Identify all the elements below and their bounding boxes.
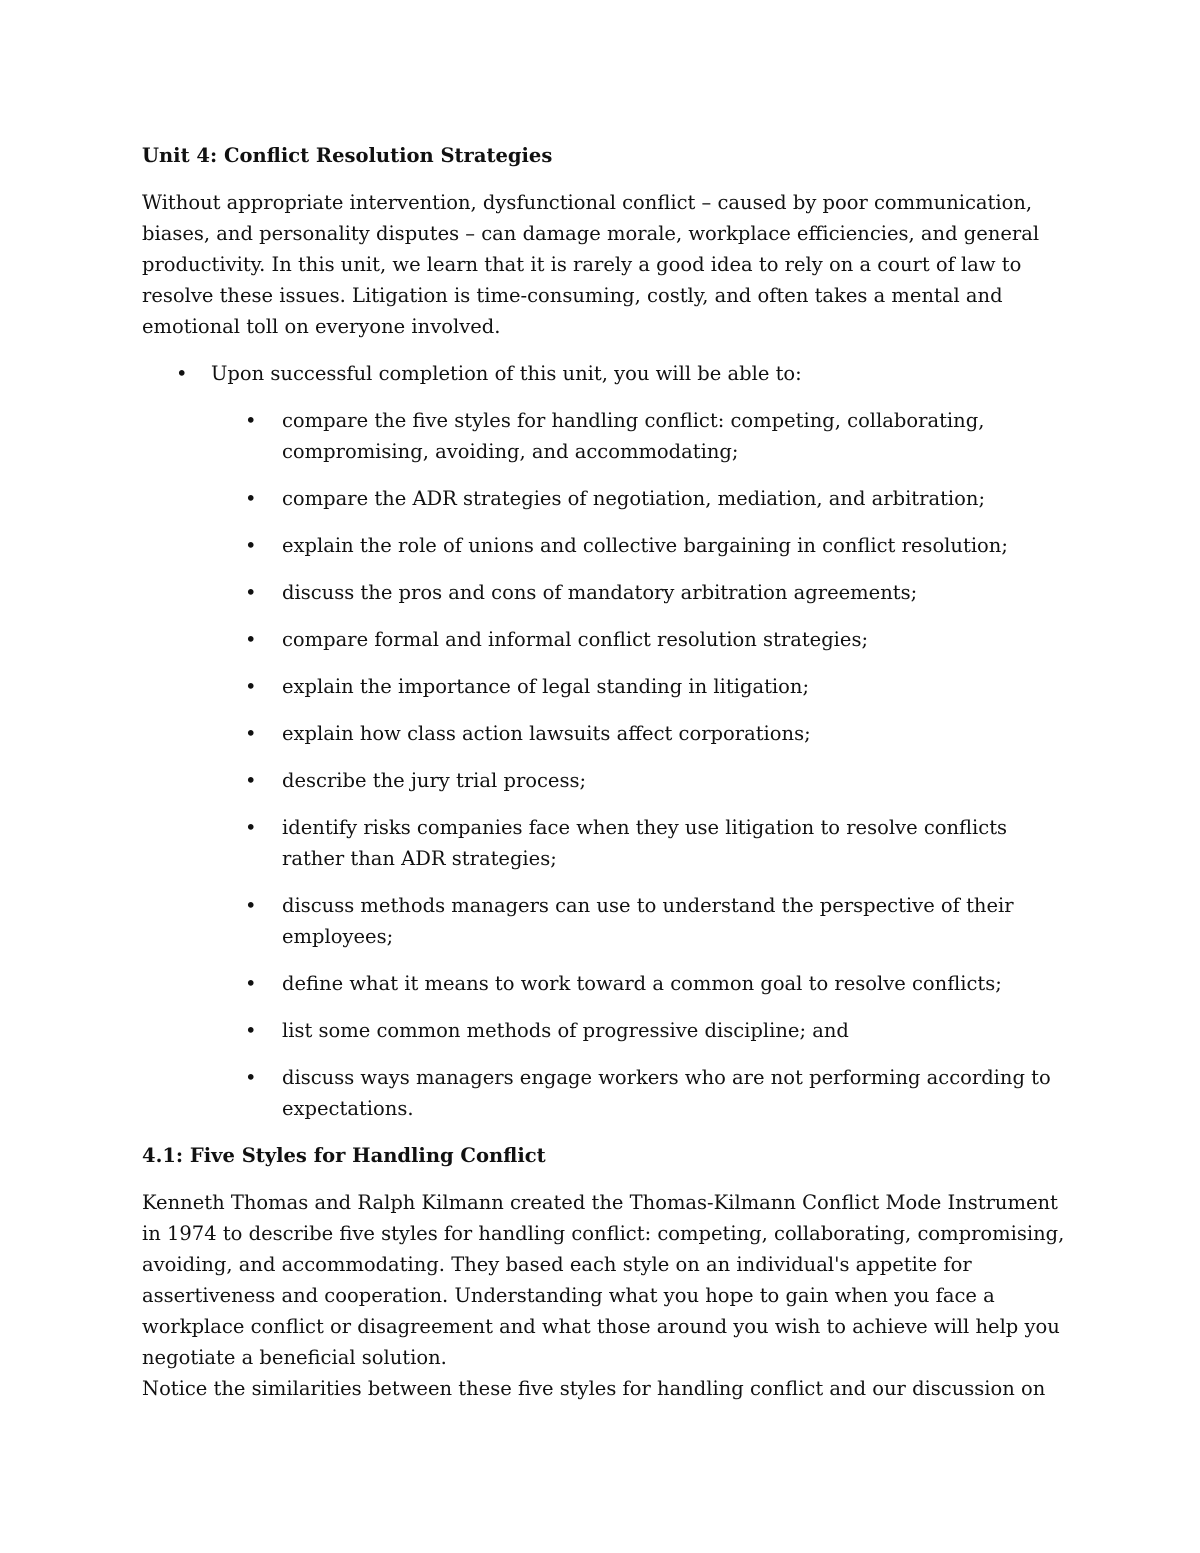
bullet-icon: •: [245, 675, 257, 698]
list-item-text: explain the role of unions and collective bargaining in conflict resolution;: [282, 534, 1008, 557]
section-heading: 4.1: Five Styles for Handling Conflict: [142, 1144, 546, 1167]
list-item: [211, 483, 1067, 514]
list-item-text: identify risks companies face when they use litigation to resolve conflicts rather than ADR strategies;: [282, 816, 1008, 870]
list-item: [211, 718, 1067, 749]
objectives-lead-item: [142, 358, 1067, 1124]
list-item: [211, 530, 1067, 561]
list-item: [211, 812, 1067, 874]
list-item: [211, 890, 1067, 952]
list-item-text: compare the five styles for handling conflict: competing, collaborating, compromising, avoiding, and accommodating;: [282, 409, 985, 463]
list-item: [211, 765, 1067, 796]
list-item-text: compare formal and informal conflict resolution strategies;: [282, 628, 869, 651]
page-title: Unit 4: Conflict Resolution Strategies: [142, 144, 553, 167]
bullet-icon: •: [176, 362, 188, 385]
list-item-text: define what it means to work toward a common goal to resolve conflicts;: [282, 972, 1002, 995]
list-item-text: compare the ADR strategies of negotiation, mediation, and arbitration;: [282, 487, 986, 510]
bullet-icon: •: [245, 534, 257, 557]
bullet-icon: •: [245, 487, 257, 510]
bullet-icon: •: [245, 769, 257, 792]
list-item-text: explain the importance of legal standing in litigation;: [282, 675, 810, 698]
list-item-text: describe the jury trial process;: [282, 769, 587, 792]
bullet-icon: •: [245, 722, 257, 745]
bullet-icon: •: [245, 816, 257, 839]
list-item: [211, 1015, 1067, 1046]
bullet-icon: •: [245, 1019, 257, 1042]
bullet-icon: •: [245, 628, 257, 651]
document-body: [142, 140, 1067, 1404]
list-item: [211, 968, 1067, 999]
list-item: [211, 671, 1067, 702]
objectives-lead-text: Upon successful completion of this unit, you will be able to:: [211, 362, 802, 385]
list-item: [211, 405, 1067, 467]
objectives-outer-list: [142, 358, 1067, 1124]
list-item: [211, 1062, 1067, 1124]
bullet-icon: •: [245, 894, 257, 917]
list-item-text: discuss methods managers can use to understand the perspective of their employees;: [282, 894, 1014, 948]
list-item: [211, 577, 1067, 608]
bullet-icon: •: [245, 1066, 257, 1089]
bullet-icon: •: [245, 409, 257, 432]
bullet-icon: •: [245, 972, 257, 995]
list-item-text: explain how class action lawsuits affect corporations;: [282, 722, 811, 745]
list-item-text: discuss the pros and cons of mandatory arbitration agreements;: [282, 581, 918, 604]
section-paragraph-1: Kenneth Thomas and Ralph Kilmann created the Thomas-Kilmann Conflict Mode Instrument in 1974 to describe five styles for handling conflict: competing, collaborating, compromising, avoiding, and accommodating. They based each style on an individual's appetite for assertiveness and cooperation. Understanding what you hope to gain when you face a workplace conflict or disagreement and what those around you wish to achieve will help you negotiate a beneficial solution.: [142, 1191, 1065, 1369]
intro-paragraph: Without appropriate intervention, dysfunctional conflict – caused by poor communication, biases, and personality disputes – can damage morale, workplace efficiencies, and general productivity. In this unit, we learn that it is rarely a good idea to rely on a court of law to resolve these issues. Litigation is time-consuming, costly, and often takes a mental and emotional toll on everyone involved.: [142, 191, 1040, 338]
section-paragraph-2: Notice the similarities between these five styles for handling conflict and our discussion on: [142, 1377, 1046, 1400]
list-item: [211, 624, 1067, 655]
list-item-text: list some common methods of progressive discipline; and: [282, 1019, 849, 1042]
bullet-icon: •: [245, 581, 257, 604]
objectives-list: [211, 405, 1067, 1124]
list-item-text: discuss ways managers engage workers who are not performing according to expectations.: [282, 1066, 1051, 1120]
